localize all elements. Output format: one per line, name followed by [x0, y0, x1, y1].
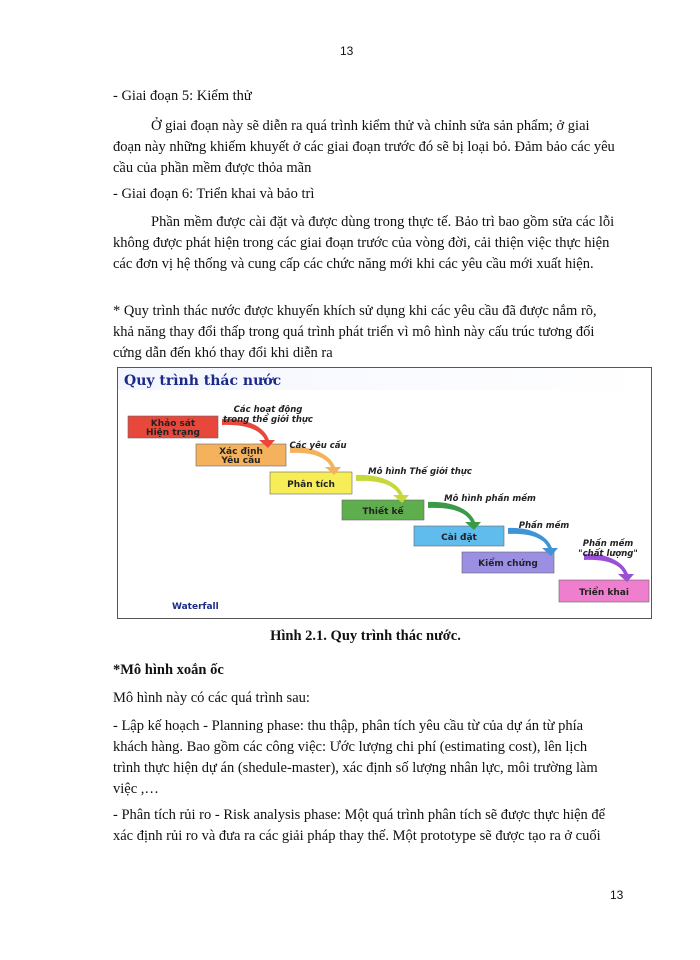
step-box — [270, 472, 352, 494]
step-label: Cài đặt — [441, 533, 477, 543]
step-label: Hiện trạng — [146, 428, 200, 438]
step-box — [128, 416, 218, 438]
stage6-heading: - Giai đoạn 6: Triển khai và bảo trì — [113, 186, 315, 202]
step-box — [414, 526, 504, 546]
step-box — [196, 444, 286, 466]
arrow-label: Phần mềm — [582, 539, 634, 549]
arrow-label: Phần mềm — [518, 521, 570, 531]
page-number-bottom: 13 — [610, 888, 624, 902]
arrow-label: "chất lượng" — [578, 549, 638, 559]
stage6-body: Phần mềm được cài đặt và được dùng trong thực tế. Bảo trì bao gồm sửa các lỗi không được phát hiện trong các giai đoạn trước của vòng đời, cải thiện việc thực hiện các đơn vị hệ thống và cung cấp các chức năng mới khi các yêu cầu mới xuất hiện. — [113, 214, 615, 272]
step-label: Thiết kế — [362, 507, 404, 517]
figure-caption: Hình 2.1. Quy trình thác nước. — [270, 628, 461, 644]
step-label: Khảo sát — [150, 419, 196, 429]
arrow-label: Các hoạt động — [233, 405, 303, 415]
waterfall-figure — [117, 367, 652, 619]
arrow-label: Mô hình Thế giới thực — [368, 467, 472, 477]
arrow-label: Mô hình phần mềm — [444, 494, 536, 504]
spiral-intro: Mô hình này có các quá trình sau: — [113, 690, 310, 706]
spiral-heading: *Mô hình xoắn ốc — [113, 662, 224, 678]
arrow-label: trong thế giới thực — [223, 415, 313, 425]
step-box — [559, 580, 649, 602]
step-label: Phân tích — [287, 480, 335, 490]
step-box — [462, 552, 554, 573]
flow-arrow — [290, 447, 341, 475]
stage5-body: Ở giai đoạn này sẽ diễn ra quá trình kiểm thử và chỉnh sửa sản phẩm; ở giai đoạn này những khiếm khuyết ở các giai đoạn trước đó sẽ bị loại bỏ. Đảm bảo các yêu cầu của phần mềm được thỏa mãn — [113, 118, 615, 176]
figure-footer: Waterfall — [172, 602, 219, 612]
figure-title: Quy trình thác nước — [124, 373, 282, 389]
step-label: Kiểm chứng — [478, 559, 538, 569]
step-box — [342, 500, 424, 520]
step-label: Triển khai — [579, 588, 629, 598]
planning-phase: - Lập kế hoạch - Planning phase: thu thập, phân tích yêu cầu từ của dự án từ phía khách hàng. Bao gồm các công việc: Ước lượng chi phí (estimating cost), lên lịch trình thực hiện dự án (shedule-master), xác định số lượng nhân lực, môi trường làm việc ,… — [113, 718, 598, 797]
stage5-heading: - Giai đoạn 5: Kiểm thử — [113, 88, 252, 104]
step-label: Yêu cầu — [221, 456, 261, 466]
flow-arrow — [356, 475, 409, 503]
risk-analysis-phase: - Phân tích rủi ro - Risk analysis phase: Một quá trình phân tích sẽ được thực hiện để xác định rủi ro và đưa ra các giải pháp thay thế. Một prototype sẽ được tạo ra ở cuối — [113, 807, 606, 844]
waterfall-note: * Quy trình thác nước được khuyến khích sử dụng khi các yêu cầu đã được nắm rõ, khả năng thay đổi thấp trong quá trình phát triển vì mô hình này cấu trúc tương đối cứng dẫn đến khó thay đổi khi diễn ra — [113, 303, 597, 361]
step-label: Xác định — [219, 447, 263, 457]
page-number-top: 13 — [340, 44, 354, 58]
arrow-label: Các yêu cầu — [289, 441, 347, 451]
